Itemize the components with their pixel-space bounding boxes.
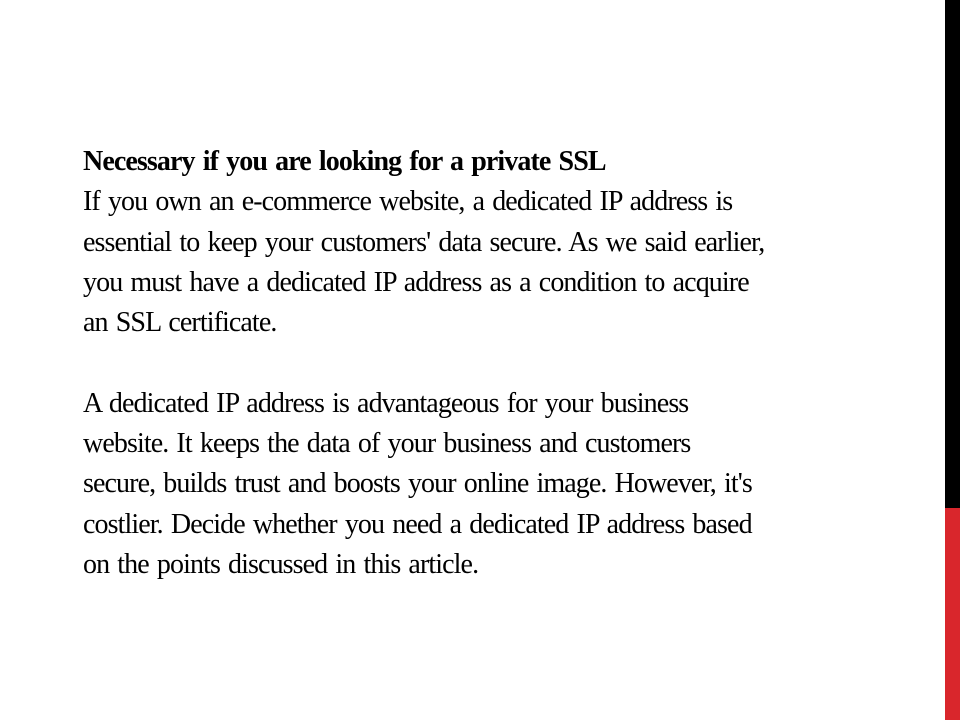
right-edge-accent	[945, 508, 960, 720]
paragraph-1-line: you must have a dedicated IP address as a condition to acquire	[83, 266, 749, 298]
paragraph-2-line: on the points discussed in this article.	[83, 548, 479, 580]
paragraph-2-line: A dedicated IP address is advantageous for your business	[83, 387, 689, 419]
right-edge-bar	[945, 0, 960, 720]
paragraph-1-line: If you own an e-commerce website, a dedicated IP address is	[83, 186, 733, 218]
paragraph-spacer	[83, 343, 903, 383]
slide-heading: Necessary if you are looking for a private SSL	[83, 146, 606, 177]
paragraph-1-line: an SSL certificate.	[83, 307, 277, 339]
paragraph-2-line: secure, builds trust and boosts your online image. However, it's	[83, 468, 752, 500]
paragraph-2-line: costlier. Decide whether you need a dedicated IP address based	[83, 508, 752, 540]
paragraph-1-line: essential to keep your customers' data secure. As we said earlier,	[83, 226, 765, 258]
paragraph-2-line: website. It keeps the data of your business and customers	[83, 428, 691, 460]
slide-text-body	[83, 142, 903, 585]
